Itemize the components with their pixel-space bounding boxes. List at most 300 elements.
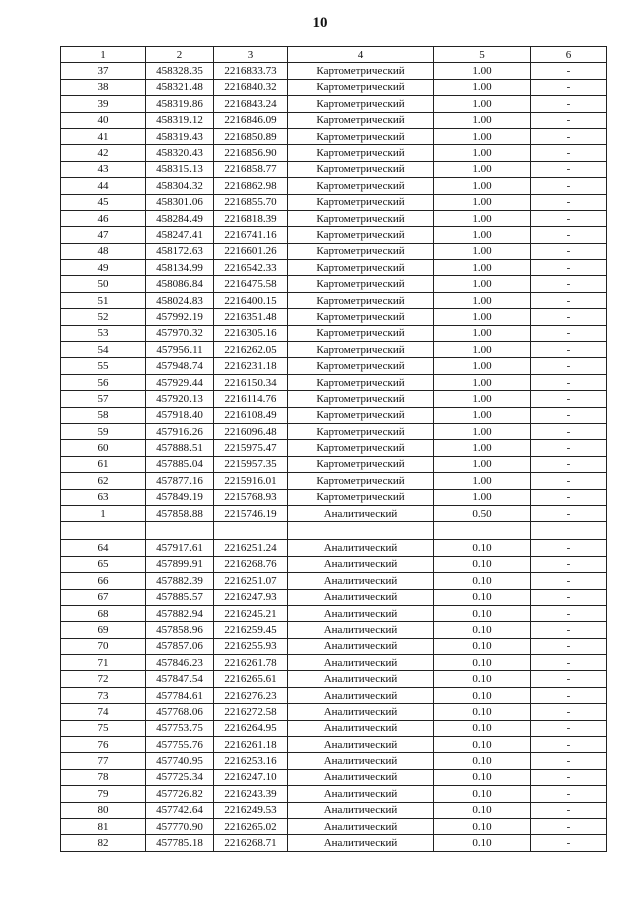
coordinates-table xyxy=(60,46,607,852)
accuracy-cell: 0.10 xyxy=(434,687,531,703)
method-cell: Картометрический xyxy=(288,128,434,144)
table-row xyxy=(61,589,607,605)
y-coordinate-cell: 2216255.93 xyxy=(214,638,288,654)
method-cell: Картометрический xyxy=(288,161,434,177)
notes-cell: - xyxy=(531,573,607,589)
accuracy-cell: 1.00 xyxy=(434,210,531,226)
page-number: 10 xyxy=(312,15,328,31)
accuracy-cell: 1.00 xyxy=(434,145,531,161)
x-coordinate-cell: 458321.48 xyxy=(146,79,214,95)
accuracy-cell: 0.10 xyxy=(434,786,531,802)
y-coordinate-cell: 2215975.47 xyxy=(214,440,288,456)
x-coordinate-cell: 457742.64 xyxy=(146,802,214,818)
method-cell: Аналитический xyxy=(288,769,434,785)
point-number-cell: 69 xyxy=(61,622,146,638)
table-row xyxy=(61,818,607,834)
point-number-cell: 61 xyxy=(61,456,146,472)
accuracy-cell: 1.00 xyxy=(434,161,531,177)
notes-cell: - xyxy=(531,440,607,456)
notes-cell: - xyxy=(531,128,607,144)
x-coordinate-cell: 457768.06 xyxy=(146,704,214,720)
method-cell: Аналитический xyxy=(288,505,434,521)
x-coordinate-cell: 457920.13 xyxy=(146,391,214,407)
table-row xyxy=(61,522,607,540)
accuracy-cell: 1.00 xyxy=(434,112,531,128)
point-number-cell: 45 xyxy=(61,194,146,210)
accuracy-cell: 1.00 xyxy=(434,407,531,423)
point-number-cell: 50 xyxy=(61,276,146,292)
notes-cell: - xyxy=(531,769,607,785)
accuracy-cell: 0.10 xyxy=(434,802,531,818)
method-cell: Картометрический xyxy=(288,292,434,308)
y-coordinate-cell: 2215746.19 xyxy=(214,505,288,521)
point-number-cell: 77 xyxy=(61,753,146,769)
point-number-cell: 58 xyxy=(61,407,146,423)
table-row xyxy=(61,325,607,341)
y-coordinate-cell: 2216261.18 xyxy=(214,737,288,753)
y-coordinate-cell: 2216833.73 xyxy=(214,63,288,79)
point-number-cell: 73 xyxy=(61,687,146,703)
notes-cell: - xyxy=(531,818,607,834)
table-row xyxy=(61,505,607,521)
method-cell: Аналитический xyxy=(288,605,434,621)
x-coordinate-cell: 457885.04 xyxy=(146,456,214,472)
method-cell: Картометрический xyxy=(288,489,434,505)
method-cell: Аналитический xyxy=(288,655,434,671)
y-coordinate-cell: 2216276.23 xyxy=(214,687,288,703)
x-coordinate-cell: 458304.32 xyxy=(146,178,214,194)
point-number-cell: 76 xyxy=(61,737,146,753)
notes-cell: - xyxy=(531,260,607,276)
notes-cell: - xyxy=(531,79,607,95)
notes-cell: - xyxy=(531,671,607,687)
x-coordinate-cell: 458086.84 xyxy=(146,276,214,292)
y-coordinate-cell: 2216542.33 xyxy=(214,260,288,276)
y-coordinate-cell: 2216272.58 xyxy=(214,704,288,720)
point-number-cell: 82 xyxy=(61,835,146,851)
y-coordinate-cell: 2216858.77 xyxy=(214,161,288,177)
x-coordinate-cell: 458301.06 xyxy=(146,194,214,210)
column-header-notes: 6 xyxy=(531,47,607,63)
method-cell: Аналитический xyxy=(288,737,434,753)
x-coordinate-cell: 457918.40 xyxy=(146,407,214,423)
notes-cell: - xyxy=(531,358,607,374)
point-number-cell: 41 xyxy=(61,128,146,144)
table-row xyxy=(61,769,607,785)
y-coordinate-cell: 2215768.93 xyxy=(214,489,288,505)
table-row xyxy=(61,753,607,769)
y-coordinate-cell: 2216855.70 xyxy=(214,194,288,210)
table-row xyxy=(61,605,607,621)
notes-cell: - xyxy=(531,540,607,556)
notes-cell: - xyxy=(531,161,607,177)
notes-cell: - xyxy=(531,63,607,79)
x-coordinate-cell: 457740.95 xyxy=(146,753,214,769)
accuracy-cell: 1.00 xyxy=(434,456,531,472)
accuracy-cell: 0.10 xyxy=(434,622,531,638)
table-row xyxy=(61,79,607,95)
notes-cell: - xyxy=(531,194,607,210)
y-coordinate-cell: 2216264.95 xyxy=(214,720,288,736)
x-coordinate-cell: 458315.13 xyxy=(146,161,214,177)
x-coordinate-cell: 457755.76 xyxy=(146,737,214,753)
notes-cell: - xyxy=(531,309,607,325)
table-row xyxy=(61,227,607,243)
table-row xyxy=(61,112,607,128)
table-row xyxy=(61,655,607,671)
y-coordinate-cell: 2216259.45 xyxy=(214,622,288,638)
x-coordinate-cell: 457725.34 xyxy=(146,769,214,785)
x-coordinate-cell: 458319.12 xyxy=(146,112,214,128)
accuracy-cell: 1.00 xyxy=(434,194,531,210)
table-row xyxy=(61,786,607,802)
x-coordinate-cell: 457948.74 xyxy=(146,358,214,374)
notes-cell: - xyxy=(531,342,607,358)
method-cell: Картометрический xyxy=(288,423,434,439)
point-number-cell: 80 xyxy=(61,802,146,818)
y-coordinate-cell: 2216150.34 xyxy=(214,374,288,390)
table-body xyxy=(61,63,607,851)
x-coordinate-cell: 457858.88 xyxy=(146,505,214,521)
x-coordinate-cell: 457846.23 xyxy=(146,655,214,671)
y-coordinate-cell: 2216265.61 xyxy=(214,671,288,687)
x-coordinate-cell: 457882.94 xyxy=(146,605,214,621)
accuracy-cell: 1.00 xyxy=(434,63,531,79)
notes-cell: - xyxy=(531,704,607,720)
method-cell: Аналитический xyxy=(288,802,434,818)
accuracy-cell: 1.00 xyxy=(434,79,531,95)
point-number-cell: 56 xyxy=(61,374,146,390)
accuracy-cell: 0.10 xyxy=(434,720,531,736)
method-cell: Картометрический xyxy=(288,96,434,112)
method-cell: Картометрический xyxy=(288,178,434,194)
table-row xyxy=(61,309,607,325)
point-number-cell xyxy=(61,522,146,540)
table-row xyxy=(61,737,607,753)
table-row xyxy=(61,456,607,472)
x-coordinate-cell: 457992.19 xyxy=(146,309,214,325)
point-number-cell: 65 xyxy=(61,556,146,572)
y-coordinate-cell: 2216741.16 xyxy=(214,227,288,243)
notes-cell: - xyxy=(531,638,607,654)
point-number-cell: 55 xyxy=(61,358,146,374)
point-number-cell: 60 xyxy=(61,440,146,456)
method-cell: Картометрический xyxy=(288,342,434,358)
point-number-cell: 75 xyxy=(61,720,146,736)
table-row xyxy=(61,835,607,851)
y-coordinate-cell: 2216818.39 xyxy=(214,210,288,226)
column-header-y: 3 xyxy=(214,47,288,63)
point-number-cell: 46 xyxy=(61,210,146,226)
table-row xyxy=(61,358,607,374)
method-cell: Картометрический xyxy=(288,79,434,95)
point-number-cell: 47 xyxy=(61,227,146,243)
accuracy-cell: 1.00 xyxy=(434,489,531,505)
table-row xyxy=(61,423,607,439)
accuracy-cell: 0.10 xyxy=(434,835,531,851)
column-header-point-number: 1 xyxy=(61,47,146,63)
y-coordinate-cell: 2215916.01 xyxy=(214,473,288,489)
notes-cell: - xyxy=(531,456,607,472)
point-number-cell: 70 xyxy=(61,638,146,654)
accuracy-cell: 0.10 xyxy=(434,655,531,671)
notes-cell: - xyxy=(531,276,607,292)
notes-cell: - xyxy=(531,210,607,226)
method-cell: Картометрический xyxy=(288,194,434,210)
accuracy-cell: 1.00 xyxy=(434,96,531,112)
notes-cell: - xyxy=(531,473,607,489)
x-coordinate-cell: 458024.83 xyxy=(146,292,214,308)
column-header-x: 2 xyxy=(146,47,214,63)
method-cell: Аналитический xyxy=(288,573,434,589)
accuracy-cell: 1.00 xyxy=(434,358,531,374)
point-number-cell: 67 xyxy=(61,589,146,605)
y-coordinate-cell: 2216253.16 xyxy=(214,753,288,769)
table-row xyxy=(61,802,607,818)
table-row xyxy=(61,342,607,358)
method-cell: Аналитический xyxy=(288,556,434,572)
point-number-cell: 53 xyxy=(61,325,146,341)
y-coordinate-cell: 2216400.15 xyxy=(214,292,288,308)
method-cell: Картометрический xyxy=(288,407,434,423)
y-coordinate-cell: 2216249.53 xyxy=(214,802,288,818)
table-row xyxy=(61,96,607,112)
column-header-accuracy: 5 xyxy=(434,47,531,63)
x-coordinate-cell: 457847.54 xyxy=(146,671,214,687)
table-row xyxy=(61,573,607,589)
accuracy-cell: 1.00 xyxy=(434,325,531,341)
method-cell: Аналитический xyxy=(288,589,434,605)
method-cell: Аналитический xyxy=(288,835,434,851)
accuracy-cell: 1.00 xyxy=(434,243,531,259)
table-row xyxy=(61,671,607,687)
notes-cell: - xyxy=(531,489,607,505)
notes-cell: - xyxy=(531,423,607,439)
table-row xyxy=(61,63,607,79)
x-coordinate-cell: 458284.49 xyxy=(146,210,214,226)
table-row xyxy=(61,638,607,654)
method-cell: Картометрический xyxy=(288,227,434,243)
y-coordinate-cell: 2215957.35 xyxy=(214,456,288,472)
header-row xyxy=(61,47,607,63)
x-coordinate-cell: 457956.11 xyxy=(146,342,214,358)
accuracy-cell: 0.10 xyxy=(434,671,531,687)
point-number-cell: 38 xyxy=(61,79,146,95)
accuracy-cell: 1.00 xyxy=(434,276,531,292)
accuracy-cell: 0.10 xyxy=(434,704,531,720)
point-number-cell: 62 xyxy=(61,473,146,489)
notes-cell: - xyxy=(531,622,607,638)
point-number-cell: 43 xyxy=(61,161,146,177)
x-coordinate-cell: 458134.99 xyxy=(146,260,214,276)
method-cell: Аналитический xyxy=(288,786,434,802)
table-row xyxy=(61,687,607,703)
table-row xyxy=(61,128,607,144)
accuracy-cell: 1.00 xyxy=(434,374,531,390)
y-coordinate-cell: 2216601.26 xyxy=(214,243,288,259)
point-number-cell: 40 xyxy=(61,112,146,128)
notes-cell: - xyxy=(531,753,607,769)
y-coordinate-cell: 2216114.76 xyxy=(214,391,288,407)
accuracy-cell: 0.10 xyxy=(434,737,531,753)
notes-cell: - xyxy=(531,227,607,243)
notes-cell: - xyxy=(531,112,607,128)
accuracy-cell: 0.10 xyxy=(434,589,531,605)
x-coordinate-cell: 457857.06 xyxy=(146,638,214,654)
y-coordinate-cell: 2216850.89 xyxy=(214,128,288,144)
method-cell: Аналитический xyxy=(288,753,434,769)
x-coordinate-cell: 457858.96 xyxy=(146,622,214,638)
notes-cell: - xyxy=(531,687,607,703)
method-cell: Картометрический xyxy=(288,309,434,325)
table-row xyxy=(61,540,607,556)
point-number-cell: 79 xyxy=(61,786,146,802)
notes-cell: - xyxy=(531,374,607,390)
method-cell: Картометрический xyxy=(288,391,434,407)
y-coordinate-cell: 2216251.24 xyxy=(214,540,288,556)
notes-cell: - xyxy=(531,145,607,161)
x-coordinate-cell: 457970.32 xyxy=(146,325,214,341)
notes-cell: - xyxy=(531,96,607,112)
notes-cell: - xyxy=(531,786,607,802)
notes-cell: - xyxy=(531,407,607,423)
method-cell: Картометрический xyxy=(288,358,434,374)
y-coordinate-cell: 2216247.10 xyxy=(214,769,288,785)
method-cell: Картометрический xyxy=(288,440,434,456)
accuracy-cell: 1.00 xyxy=(434,227,531,243)
point-number-cell: 63 xyxy=(61,489,146,505)
x-coordinate-cell: 457885.57 xyxy=(146,589,214,605)
method-cell: Аналитический xyxy=(288,720,434,736)
x-coordinate-cell: 457849.19 xyxy=(146,489,214,505)
accuracy-cell: 1.00 xyxy=(434,440,531,456)
x-coordinate-cell: 457770.90 xyxy=(146,818,214,834)
method-cell: Аналитический xyxy=(288,818,434,834)
point-number-cell: 57 xyxy=(61,391,146,407)
point-number-cell: 66 xyxy=(61,573,146,589)
table-row xyxy=(61,374,607,390)
x-coordinate-cell xyxy=(146,522,214,540)
notes-cell: - xyxy=(531,505,607,521)
x-coordinate-cell: 458319.43 xyxy=(146,128,214,144)
accuracy-cell: 1.00 xyxy=(434,292,531,308)
method-cell xyxy=(288,522,434,540)
y-coordinate-cell: 2216846.09 xyxy=(214,112,288,128)
point-number-cell: 1 xyxy=(61,505,146,521)
notes-cell: - xyxy=(531,292,607,308)
accuracy-cell: 0.10 xyxy=(434,540,531,556)
method-cell: Картометрический xyxy=(288,112,434,128)
point-number-cell: 68 xyxy=(61,605,146,621)
point-number-cell: 49 xyxy=(61,260,146,276)
table-row xyxy=(61,489,607,505)
point-number-cell: 81 xyxy=(61,818,146,834)
table-row xyxy=(61,194,607,210)
y-coordinate-cell: 2216245.21 xyxy=(214,605,288,621)
accuracy-cell: 0.10 xyxy=(434,818,531,834)
method-cell: Аналитический xyxy=(288,622,434,638)
method-cell: Картометрический xyxy=(288,276,434,292)
y-coordinate-cell: 2216856.90 xyxy=(214,145,288,161)
x-coordinate-cell: 458328.35 xyxy=(146,63,214,79)
notes-cell: - xyxy=(531,589,607,605)
point-number-cell: 54 xyxy=(61,342,146,358)
method-cell: Картометрический xyxy=(288,145,434,161)
notes-cell: - xyxy=(531,605,607,621)
table-row xyxy=(61,720,607,736)
point-number-cell: 71 xyxy=(61,655,146,671)
x-coordinate-cell: 457916.26 xyxy=(146,423,214,439)
accuracy-cell: 0.10 xyxy=(434,556,531,572)
notes-cell: - xyxy=(531,737,607,753)
y-coordinate-cell: 2216840.32 xyxy=(214,79,288,95)
notes-cell: - xyxy=(531,556,607,572)
method-cell: Картометрический xyxy=(288,260,434,276)
x-coordinate-cell: 458319.86 xyxy=(146,96,214,112)
table-row xyxy=(61,440,607,456)
accuracy-cell: 0.10 xyxy=(434,605,531,621)
notes-cell: - xyxy=(531,802,607,818)
point-number-cell: 72 xyxy=(61,671,146,687)
x-coordinate-cell: 457917.61 xyxy=(146,540,214,556)
x-coordinate-cell: 457726.82 xyxy=(146,786,214,802)
method-cell: Картометрический xyxy=(288,210,434,226)
table-row xyxy=(61,161,607,177)
y-coordinate-cell: 2216251.07 xyxy=(214,573,288,589)
table-row xyxy=(61,704,607,720)
accuracy-cell: 0.10 xyxy=(434,753,531,769)
y-coordinate-cell: 2216862.98 xyxy=(214,178,288,194)
y-coordinate-cell: 2216305.16 xyxy=(214,325,288,341)
method-cell: Картометрический xyxy=(288,325,434,341)
y-coordinate-cell: 2216843.24 xyxy=(214,96,288,112)
accuracy-cell: 0.10 xyxy=(434,638,531,654)
table-row xyxy=(61,276,607,292)
method-cell: Аналитический xyxy=(288,540,434,556)
point-number-cell: 42 xyxy=(61,145,146,161)
y-coordinate-cell: 2216247.93 xyxy=(214,589,288,605)
method-cell: Аналитический xyxy=(288,671,434,687)
accuracy-cell: 1.00 xyxy=(434,178,531,194)
notes-cell: - xyxy=(531,835,607,851)
y-coordinate-cell: 2216243.39 xyxy=(214,786,288,802)
point-number-cell: 44 xyxy=(61,178,146,194)
table-row xyxy=(61,210,607,226)
method-cell: Картометрический xyxy=(288,374,434,390)
y-coordinate-cell: 2216268.76 xyxy=(214,556,288,572)
table-row xyxy=(61,622,607,638)
y-coordinate-cell: 2216265.02 xyxy=(214,818,288,834)
method-cell: Аналитический xyxy=(288,638,434,654)
accuracy-cell: 0.10 xyxy=(434,769,531,785)
y-coordinate-cell: 2216262.05 xyxy=(214,342,288,358)
point-number-cell: 74 xyxy=(61,704,146,720)
accuracy-cell: 0.10 xyxy=(434,573,531,589)
point-number-cell: 78 xyxy=(61,769,146,785)
x-coordinate-cell: 457899.91 xyxy=(146,556,214,572)
point-number-cell: 64 xyxy=(61,540,146,556)
x-coordinate-cell: 457888.51 xyxy=(146,440,214,456)
notes-cell: - xyxy=(531,325,607,341)
y-coordinate-cell: 2216261.78 xyxy=(214,655,288,671)
table-row xyxy=(61,473,607,489)
table-row xyxy=(61,260,607,276)
notes-cell: - xyxy=(531,391,607,407)
notes-cell: - xyxy=(531,243,607,259)
table-row xyxy=(61,556,607,572)
notes-cell xyxy=(531,522,607,540)
y-coordinate-cell: 2216475.58 xyxy=(214,276,288,292)
